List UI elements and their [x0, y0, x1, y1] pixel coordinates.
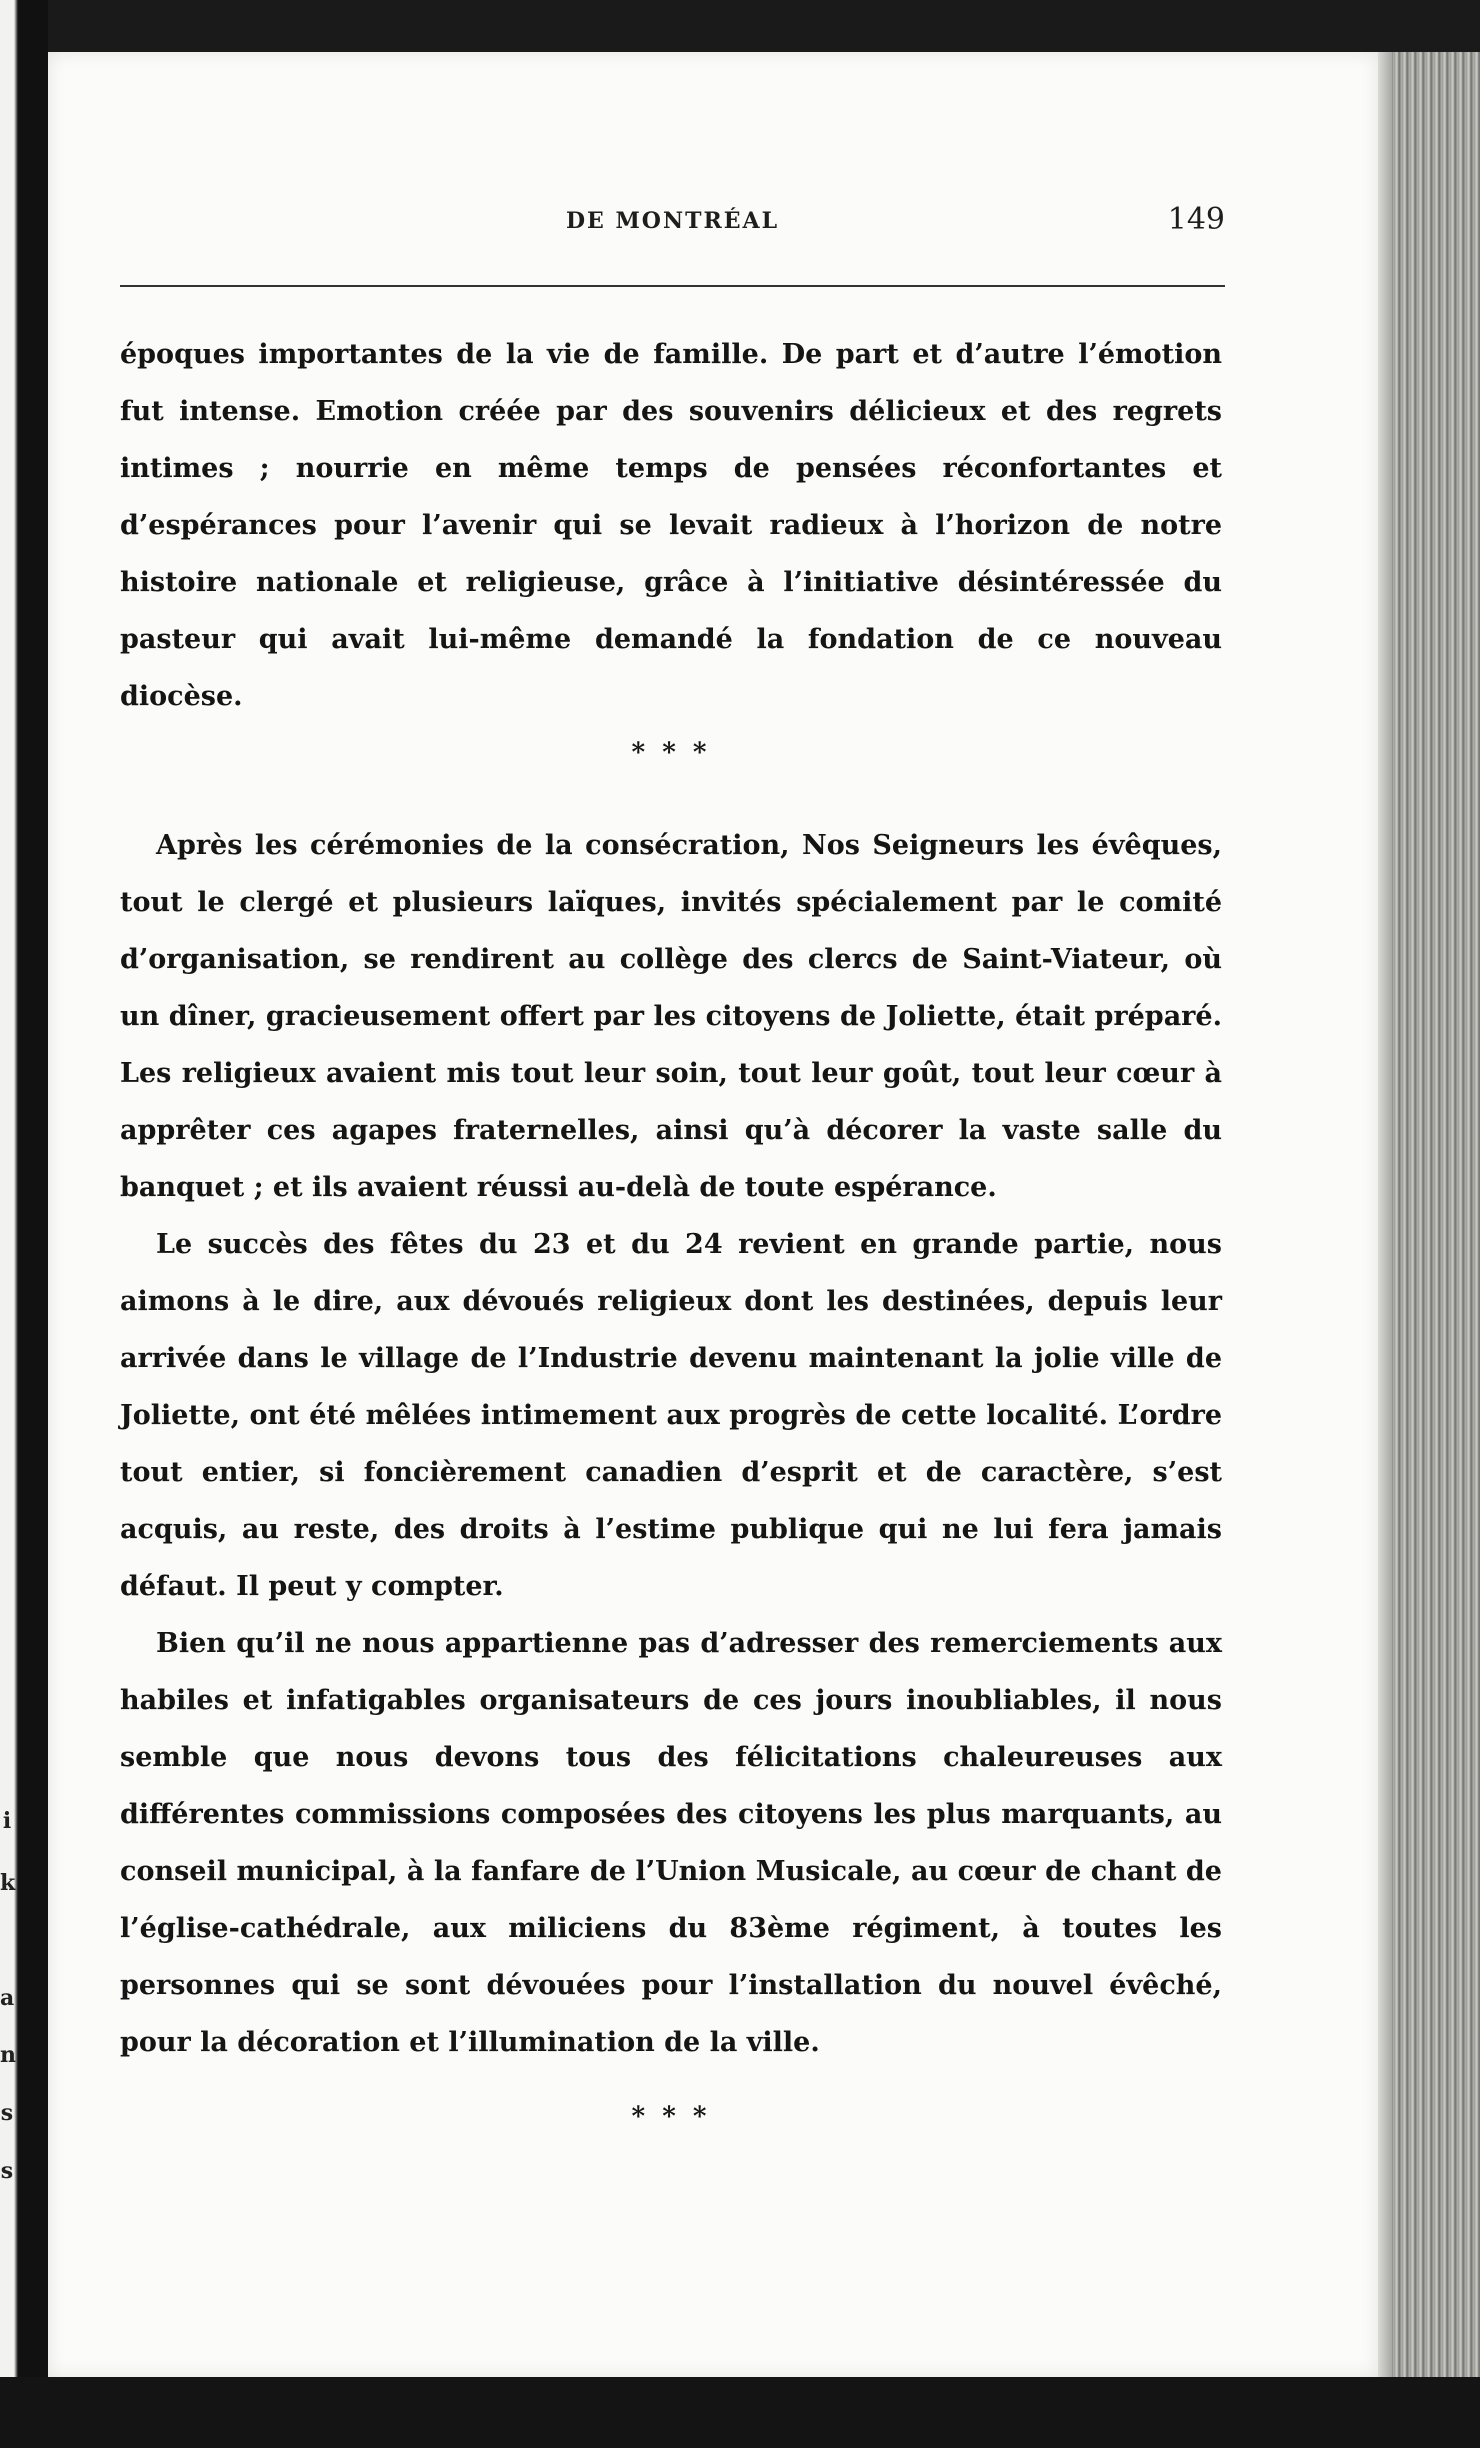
margin-fragment: a — [0, 1985, 15, 2011]
page-header — [120, 198, 1225, 248]
margin-fragment: n — [0, 2042, 16, 2068]
paragraph: Après les cérémonies de la consécration, Nos Seigneurs les évêques, tout le clergé et plusieurs laïques, invités spécialement par le comité d’organisation, se rendirent au collège des clercs de Saint-Viateur, où un dîner, gracieusement offert par les citoyens de Joliette, était préparé. Les religieux avaient mis tout leur soin, tout leur goût, tout leur cœur à apprêter ces agapes fraternelles, ainsi qu’à décorer la vaste salle du banquet ; et ils avaient réussi au-delà de toute espérance. — [120, 830, 1222, 1203]
paragraph: Bien qu’il ne nous appartienne pas d’adresser des remerciements aux habiles et infatigables organisateurs de ces jours inoubliables, il nous semble que nous devons tous des félicitations chaleureuses aux différentes commissions composées des citoyens les plus marquants, au conseil municipal, à la fanfare de l’Union Musicale, au cœur de chant de l’église-cathédrale, aux miliciens du 83ème régiment, à toutes les personnes qui se sont dévouées pour l’installation du nouvel évêché, pour la décoration et l’illumination de la ville. — [120, 1628, 1222, 2058]
body-text — [120, 326, 1222, 2145]
asterism-separator: * * * — [631, 2102, 711, 2132]
asterism-separator: * * * — [631, 738, 711, 768]
running-title: DE MONTRÉAL — [565, 208, 780, 234]
margin-fragment: s — [0, 2100, 14, 2126]
book-fore-edge — [1378, 52, 1480, 2377]
scan-background — [0, 2377, 1480, 2448]
margin-fragment: k — [0, 1870, 16, 1896]
paragraph: Le succès des fêtes du 23 et du 24 revient en grande partie, nous aimons à le dire, aux dévoués religieux dont les destinées, depuis leur arrivée dans le village de l’Industrie devenu maintenant la jolie ville de Joliette, ont été mêlées intimement aux progrès de cette localité. L’ordre tout entier, si foncièrement canadien d’esprit et de caractère, s’est acquis, au reste, des droits à l’estime publique qui ne lui fera jamais défaut. Il peut y compter. — [120, 1229, 1222, 1602]
margin-fragment: i — [2, 1808, 12, 1834]
page-number: 149 — [1167, 202, 1225, 237]
header-rule — [120, 285, 1225, 287]
left-page-edge — [0, 0, 48, 2448]
margin-fragment: s — [0, 2158, 14, 2184]
paragraph: époques importantes de la vie de famille. De part et d’autre l’émotion fut intense. Emotion créée par des souvenirs délicieux et des regrets intimes ; nourrie en même temps de pensées réconfortantes et d’espérances pour l’avenir qui se levait radieux à l’horizon de notre histoire nationale et religieuse, grâce à l’initiative désintéressée du pasteur qui avait lui-même demandé la fondation de ce nouveau diocèse. — [120, 339, 1222, 712]
